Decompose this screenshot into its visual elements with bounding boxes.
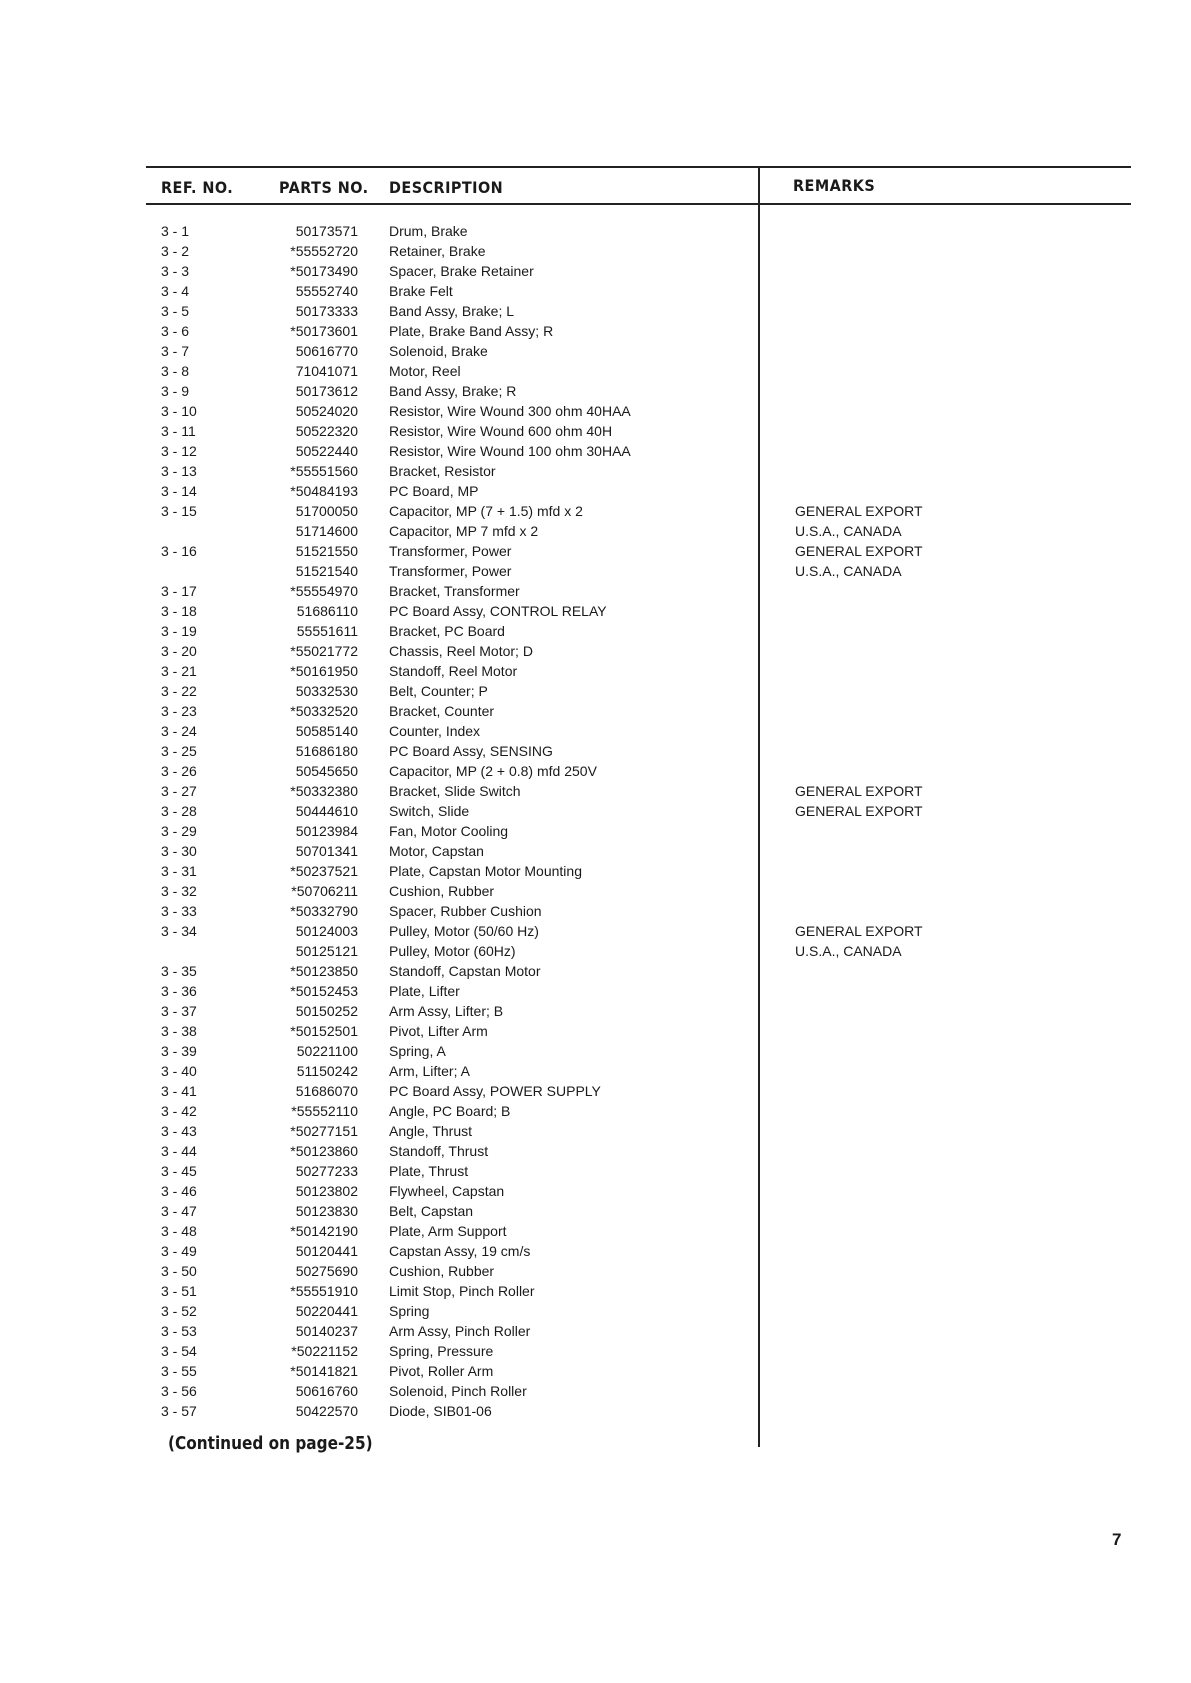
table-row	[0, 1361, 1191, 1381]
parts-no-cell: *55551910	[290, 1283, 358, 1299]
ref-no-cell: 3 - 42	[161, 1103, 197, 1119]
ref-no-cell: 3 - 27	[161, 783, 197, 799]
ref-no-cell: 3 - 12	[161, 443, 197, 459]
ref-no-cell: 3 - 56	[161, 1383, 197, 1399]
parts-no-cell: 50173612	[295, 383, 358, 399]
table-row	[0, 801, 1191, 821]
description-cell: Retainer, Brake	[389, 243, 486, 259]
description-cell: Spacer, Rubber Cushion	[389, 903, 542, 919]
parts-no-cell: *50173490	[290, 263, 358, 279]
table-row	[0, 781, 1191, 801]
description-cell: Solenoid, Brake	[389, 343, 488, 359]
description-cell: Spring, Pressure	[389, 1343, 494, 1359]
parts-no-cell: 50140237	[295, 1323, 358, 1339]
ref-no-cell: 3 - 6	[161, 323, 190, 339]
description-cell: Resistor, Wire Wound 100 ohm 30HAA	[389, 443, 631, 459]
ref-no-cell: 3 - 2	[161, 243, 190, 259]
ref-no-cell: 3 - 41	[161, 1083, 197, 1099]
parts-no-cell: *50152501	[290, 1023, 358, 1039]
table-row	[0, 1021, 1191, 1041]
table-row	[0, 401, 1191, 421]
parts-no-cell: *50123850	[290, 963, 358, 979]
description-cell: Transformer, Power	[389, 543, 512, 559]
parts-no-cell: 50585140	[295, 723, 358, 739]
description-cell: Spring, A	[389, 1043, 446, 1059]
ref-no-cell: 3 - 16	[161, 543, 197, 559]
ref-no-cell: 3 - 4	[161, 283, 190, 299]
description-cell: Plate, Thrust	[389, 1163, 469, 1179]
description-cell: Cushion, Rubber	[389, 1263, 495, 1279]
description-cell: Arm Assy, Lifter; B	[389, 1003, 504, 1019]
description-cell: Transformer, Power	[389, 563, 512, 579]
description-cell: PC Board, MP	[389, 483, 479, 499]
parts-no-cell: *50332790	[290, 903, 358, 919]
table-row	[0, 1281, 1191, 1301]
parts-no-cell: *50141821	[290, 1363, 358, 1379]
description-cell: Band Assy, Brake; R	[389, 383, 517, 399]
ref-no-cell: 3 - 50	[161, 1263, 197, 1279]
remarks-cell: U.S.A., CANADA	[795, 563, 902, 579]
header-description: DESCRIPTION	[389, 178, 504, 197]
description-cell: PC Board Assy, SENSING	[389, 743, 553, 759]
table-row	[0, 521, 1191, 541]
parts-no-cell: *50161950	[290, 663, 358, 679]
table-row	[0, 241, 1191, 261]
table-row	[0, 1381, 1191, 1401]
table-row	[0, 821, 1191, 841]
ref-no-cell: 3 - 15	[161, 503, 197, 519]
table-row	[0, 1301, 1191, 1321]
parts-no-cell: *55552110	[291, 1103, 358, 1119]
description-cell: Bracket, Resistor	[389, 463, 496, 479]
ref-no-cell: 3 - 39	[161, 1043, 197, 1059]
parts-no-cell: 51714600	[295, 523, 358, 539]
table-row	[0, 341, 1191, 361]
table-row	[0, 921, 1191, 941]
table-row	[0, 1061, 1191, 1081]
remarks-cell: GENERAL EXPORT	[795, 503, 923, 519]
parts-no-cell: *50237521	[290, 863, 358, 879]
ref-no-cell: 3 - 17	[161, 583, 197, 599]
header-ref-no: REF. NO.	[161, 178, 234, 197]
table-row	[0, 661, 1191, 681]
header-parts-no: PARTS NO.	[279, 178, 369, 197]
parts-no-cell: 50221100	[296, 1043, 358, 1059]
ref-no-cell: 3 - 57	[161, 1403, 197, 1419]
table-row	[0, 1321, 1191, 1341]
remarks-cell: U.S.A., CANADA	[795, 943, 902, 959]
ref-no-cell: 3 - 32	[161, 883, 197, 899]
parts-no-cell: 51686180	[295, 743, 358, 759]
page-number: 7	[1112, 1530, 1122, 1549]
parts-no-cell: 55552740	[295, 283, 358, 299]
description-cell: Capstan Assy, 19 cm/s	[389, 1243, 531, 1259]
parts-no-cell: *50221152	[291, 1343, 358, 1359]
remarks-cell: GENERAL EXPORT	[795, 923, 923, 939]
header-remarks: REMARKS	[793, 176, 876, 195]
description-cell: Standoff, Reel Motor	[389, 663, 518, 679]
description-cell: Pulley, Motor (60Hz)	[389, 943, 516, 959]
table-row	[0, 1241, 1191, 1261]
table-row	[0, 941, 1191, 961]
description-cell: Bracket, Counter	[389, 703, 495, 719]
ref-no-cell: 3 - 22	[161, 683, 197, 699]
description-cell: Belt, Counter; P	[389, 683, 488, 699]
description-cell: Plate, Brake Band Assy; R	[389, 323, 554, 339]
table-row	[0, 1201, 1191, 1221]
ref-no-cell: 3 - 51	[161, 1283, 197, 1299]
ref-no-cell: 3 - 53	[161, 1323, 197, 1339]
description-cell: Flywheel, Capstan	[389, 1183, 505, 1199]
ref-no-cell: 3 - 18	[161, 603, 197, 619]
table-row	[0, 701, 1191, 721]
description-cell: Plate, Lifter	[389, 983, 460, 999]
table-row	[0, 621, 1191, 641]
ref-no-cell: 3 - 8	[161, 363, 190, 379]
table-row	[0, 481, 1191, 501]
table-row	[0, 961, 1191, 981]
ref-no-cell: 3 - 20	[161, 643, 197, 659]
parts-no-cell: *50706211	[291, 883, 358, 899]
description-cell: Resistor, Wire Wound 600 ohm 40H	[389, 423, 613, 439]
parts-no-cell: *55551560	[290, 463, 358, 479]
description-cell: Limit Stop, Pinch Roller	[389, 1283, 535, 1299]
parts-no-cell: 50524020	[295, 403, 358, 419]
ref-no-cell: 3 - 40	[161, 1063, 197, 1079]
ref-no-cell: 3 - 37	[161, 1003, 197, 1019]
description-cell: Fan, Motor Cooling	[389, 823, 509, 839]
table-row	[0, 361, 1191, 381]
parts-list	[0, 221, 1191, 1421]
ref-no-cell: 3 - 48	[161, 1223, 197, 1239]
description-cell: Spring	[389, 1303, 430, 1319]
ref-no-cell: 3 - 1	[161, 223, 190, 239]
table-row	[0, 1181, 1191, 1201]
description-cell: Angle, Thrust	[389, 1123, 473, 1139]
ref-no-cell: 3 - 36	[161, 983, 197, 999]
ref-no-cell: 3 - 23	[161, 703, 197, 719]
parts-no-cell: *55552720	[290, 243, 358, 259]
table-row	[0, 601, 1191, 621]
table-row	[0, 561, 1191, 581]
parts-no-cell: 51686070	[295, 1083, 358, 1099]
continued-note: (Continued on page-25)	[168, 1433, 373, 1454]
parts-no-cell: 50124003	[295, 923, 358, 939]
header-bottom-rule	[146, 203, 1131, 205]
ref-no-cell: 3 - 33	[161, 903, 197, 919]
parts-no-cell: 50616760	[295, 1383, 358, 1399]
parts-no-cell: *50123860	[290, 1143, 358, 1159]
ref-no-cell: 3 - 30	[161, 843, 197, 859]
table-row	[0, 441, 1191, 461]
description-cell: Motor, Capstan	[389, 843, 484, 859]
table-row	[0, 501, 1191, 521]
parts-no-cell: *50332520	[290, 703, 358, 719]
parts-no-cell: 50120441	[295, 1243, 358, 1259]
parts-no-cell: *50484193	[290, 483, 358, 499]
description-cell: Switch, Slide	[389, 803, 470, 819]
description-cell: Belt, Capstan	[389, 1203, 474, 1219]
parts-no-cell: 50123830	[295, 1203, 358, 1219]
parts-no-cell: 55551611	[296, 623, 358, 639]
parts-no-cell: 50522320	[295, 423, 358, 439]
remarks-cell: GENERAL EXPORT	[795, 783, 923, 799]
table-row	[0, 321, 1191, 341]
description-cell: Pivot, Lifter Arm	[389, 1023, 488, 1039]
ref-no-cell: 3 - 43	[161, 1123, 197, 1139]
table-row	[0, 541, 1191, 561]
parts-no-cell: 50616770	[295, 343, 358, 359]
table-row	[0, 1221, 1191, 1241]
description-cell: Diode, SIB01-06	[389, 1403, 492, 1419]
table-row	[0, 381, 1191, 401]
parts-no-cell: 50332530	[295, 683, 358, 699]
table-row	[0, 1341, 1191, 1361]
description-cell: Bracket, Slide Switch	[389, 783, 521, 799]
table-row	[0, 1101, 1191, 1121]
description-cell: PC Board Assy, CONTROL RELAY	[389, 603, 607, 619]
parts-no-cell: 50701341	[295, 843, 358, 859]
ref-no-cell: 3 - 54	[161, 1343, 197, 1359]
description-cell: Bracket, PC Board	[389, 623, 505, 639]
description-cell: Standoff, Thrust	[389, 1143, 489, 1159]
table-row	[0, 261, 1191, 281]
description-cell: Arm Assy, Pinch Roller	[389, 1323, 531, 1339]
ref-no-cell: 3 - 25	[161, 743, 197, 759]
ref-no-cell: 3 - 21	[161, 663, 197, 679]
description-cell: Brake Felt	[389, 283, 453, 299]
ref-no-cell: 3 - 34	[161, 923, 197, 939]
parts-no-cell: 50545650	[295, 763, 358, 779]
parts-no-cell: 51686110	[296, 603, 358, 619]
parts-no-cell: 51521550	[295, 543, 358, 559]
description-cell: Pivot, Roller Arm	[389, 1363, 494, 1379]
table-row	[0, 741, 1191, 761]
description-cell: Motor, Reel	[389, 363, 461, 379]
table-row	[0, 1081, 1191, 1101]
table-row	[0, 861, 1191, 881]
ref-no-cell: 3 - 29	[161, 823, 197, 839]
parts-no-cell: 51700050	[295, 503, 358, 519]
ref-no-cell: 3 - 47	[161, 1203, 197, 1219]
table-row	[0, 1121, 1191, 1141]
parts-no-cell: 51521540	[295, 563, 358, 579]
ref-no-cell: 3 - 19	[161, 623, 197, 639]
parts-no-cell: 50150252	[295, 1003, 358, 1019]
description-cell: Plate, Arm Support	[389, 1223, 507, 1239]
ref-no-cell: 3 - 11	[161, 423, 196, 439]
parts-no-cell: 50125121	[295, 943, 358, 959]
parts-no-cell: 50277233	[295, 1163, 358, 1179]
table-row	[0, 1141, 1191, 1161]
parts-no-cell: 50422570	[295, 1403, 358, 1419]
ref-no-cell: 3 - 31	[161, 863, 197, 879]
table-row	[0, 1401, 1191, 1421]
parts-no-cell: *50142190	[290, 1223, 358, 1239]
parts-no-cell: 50123802	[295, 1183, 358, 1199]
table-row	[0, 461, 1191, 481]
table-row	[0, 721, 1191, 741]
table-row	[0, 681, 1191, 701]
parts-no-cell: *50173601	[290, 323, 358, 339]
remarks-cell: U.S.A., CANADA	[795, 523, 902, 539]
ref-no-cell: 3 - 45	[161, 1163, 197, 1179]
parts-no-cell: 50275690	[295, 1263, 358, 1279]
ref-no-cell: 3 - 52	[161, 1303, 197, 1319]
description-cell: Resistor, Wire Wound 300 ohm 40HAA	[389, 403, 631, 419]
remarks-cell: GENERAL EXPORT	[795, 803, 923, 819]
table-row	[0, 761, 1191, 781]
ref-no-cell: 3 - 7	[161, 343, 190, 359]
remarks-cell: GENERAL EXPORT	[795, 543, 923, 559]
table-row	[0, 641, 1191, 661]
parts-no-cell: *50152453	[290, 983, 358, 999]
description-cell: Angle, PC Board; B	[389, 1103, 511, 1119]
parts-no-cell: 71041071	[295, 363, 358, 379]
table-row	[0, 841, 1191, 861]
description-cell: Capacitor, MP (2 + 0.8) mfd 250V	[389, 763, 597, 779]
description-cell: Chassis, Reel Motor; D	[389, 643, 533, 659]
parts-no-cell: *50332380	[290, 783, 358, 799]
description-cell: Capacitor, MP 7 mfd x 2	[389, 523, 539, 539]
description-cell: Band Assy, Brake; L	[389, 303, 515, 319]
ref-no-cell: 3 - 55	[161, 1363, 197, 1379]
description-cell: Drum, Brake	[389, 223, 468, 239]
ref-no-cell: 3 - 14	[161, 483, 197, 499]
description-cell: Standoff, Capstan Motor	[389, 963, 541, 979]
description-cell: Bracket, Transformer	[389, 583, 520, 599]
parts-no-cell: 50173571	[295, 223, 358, 239]
ref-no-cell: 3 - 46	[161, 1183, 197, 1199]
description-cell: Pulley, Motor (50/60 Hz)	[389, 923, 539, 939]
parts-no-cell: 50522440	[295, 443, 358, 459]
description-cell: Plate, Capstan Motor Mounting	[389, 863, 582, 879]
table-row	[0, 221, 1191, 241]
description-cell: Capacitor, MP (7 + 1.5) mfd x 2	[389, 503, 583, 519]
description-cell: Spacer, Brake Retainer	[389, 263, 534, 279]
ref-no-cell: 3 - 35	[161, 963, 197, 979]
description-cell: Solenoid, Pinch Roller	[389, 1383, 527, 1399]
description-cell: PC Board Assy, POWER SUPPLY	[389, 1083, 601, 1099]
ref-no-cell: 3 - 38	[161, 1023, 197, 1039]
table-row	[0, 301, 1191, 321]
parts-no-cell: 50220441	[295, 1303, 358, 1319]
table-row	[0, 1161, 1191, 1181]
ref-no-cell: 3 - 3	[161, 263, 190, 279]
header-top-rule	[146, 166, 1131, 168]
table-row	[0, 881, 1191, 901]
ref-no-cell: 3 - 5	[161, 303, 190, 319]
description-cell: Arm, Lifter; A	[389, 1063, 470, 1079]
ref-no-cell: 3 - 9	[161, 383, 190, 399]
table-row	[0, 1041, 1191, 1061]
parts-no-cell: 51150242	[296, 1063, 358, 1079]
parts-no-cell: *55021772	[290, 643, 358, 659]
table-row	[0, 1001, 1191, 1021]
table-row	[0, 281, 1191, 301]
table-row	[0, 581, 1191, 601]
table-row	[0, 981, 1191, 1001]
table-row	[0, 421, 1191, 441]
table-row	[0, 1261, 1191, 1281]
ref-no-cell: 3 - 13	[161, 463, 197, 479]
description-cell: Cushion, Rubber	[389, 883, 495, 899]
ref-no-cell: 3 - 24	[161, 723, 197, 739]
parts-no-cell: 50123984	[295, 823, 358, 839]
ref-no-cell: 3 - 28	[161, 803, 197, 819]
parts-no-cell: 50444610	[295, 803, 358, 819]
ref-no-cell: 3 - 49	[161, 1243, 197, 1259]
ref-no-cell: 3 - 26	[161, 763, 197, 779]
description-cell: Counter, Index	[389, 723, 481, 739]
table-row	[0, 901, 1191, 921]
parts-no-cell: 50173333	[295, 303, 358, 319]
ref-no-cell: 3 - 44	[161, 1143, 197, 1159]
parts-no-cell: *50277151	[290, 1123, 358, 1139]
parts-no-cell: *55554970	[290, 583, 358, 599]
ref-no-cell: 3 - 10	[161, 403, 197, 419]
